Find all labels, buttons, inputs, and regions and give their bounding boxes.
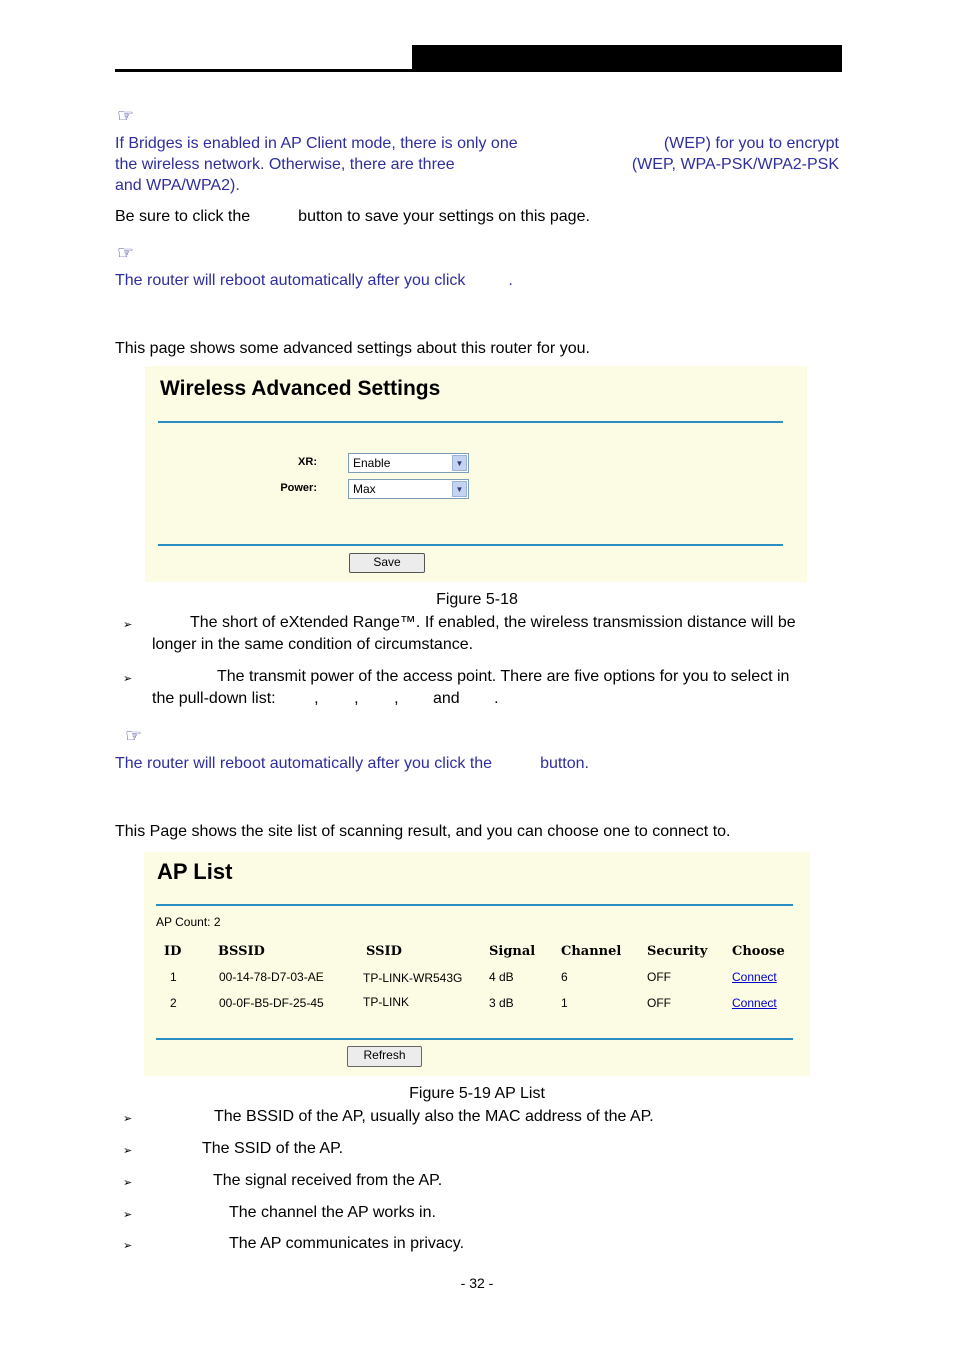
title-divider: [158, 421, 783, 423]
power-label: Power:: [280, 482, 317, 494]
power-select[interactable]: Max ▼: [348, 479, 469, 499]
col-header: Channel: [561, 944, 622, 959]
connect-link[interactable]: Connect: [732, 996, 777, 1010]
arrow-bullet-icon: ➢: [123, 619, 133, 631]
header-rule: [115, 69, 413, 72]
col-header: SSID: [366, 944, 402, 959]
arrow-bullet-icon: ➢: [123, 1209, 133, 1221]
connect-link[interactable]: Connect: [732, 970, 777, 984]
note-reboot-2: The router will reboot automatically after you click the button.: [115, 755, 589, 772]
page-number: - 32 -: [460, 1275, 494, 1291]
header-bar: [412, 45, 842, 72]
title-divider: [156, 904, 793, 906]
note-bridges: If Bridges is enabled in AP Client mode, there is only one (WEP) for you to encrypt the wireless network. Otherwise, there are three (WEP, WPA-PSK/WPA2-PSK and WPA/WPA2).: [115, 135, 839, 194]
panel-title: Wireless Advanced Settings: [160, 377, 441, 400]
col-header: BSSID: [218, 944, 265, 959]
bottom-divider: [156, 1038, 793, 1040]
col-header: Security: [647, 944, 708, 959]
figure-caption: Figure 5-19 AP List: [409, 1085, 545, 1102]
arrow-bullet-icon: ➢: [123, 1145, 133, 1157]
chevron-down-icon: ▼: [452, 455, 467, 471]
col-header: Choose: [732, 944, 785, 959]
pointing-hand-icon: ☞: [117, 243, 135, 264]
note-reboot: The router will reboot automatically after you click .: [115, 272, 513, 289]
aplist-intro: This Page shows the site list of scanning result, and you can choose one to connect to.: [115, 823, 731, 840]
col-header: ID: [164, 944, 182, 959]
refresh-button[interactable]: Refresh: [347, 1046, 422, 1067]
col-header: Signal: [489, 944, 536, 959]
ap-list-panel: AP List AP Count: 2 ID BSSID SSID Signal Channel Security Choose 1 00-14-78-D7-03-AE TP-LINK-WR543G 4 dB 6 OFF Connect 2 00-0F-B5-DF-25-45 TP-LINK 3 dB 1 OFF Connect Refresh: [144, 852, 810, 1076]
xr-select[interactable]: Enable ▼: [348, 453, 469, 473]
arrow-bullet-icon: ➢: [123, 1177, 133, 1189]
ap-count: AP Count: 2: [156, 915, 221, 929]
save-instruction: Be sure to click the button to save your settings on this page.: [115, 208, 590, 225]
save-button[interactable]: Save: [349, 553, 425, 573]
advanced-intro: This page shows some advanced settings about this router for you.: [115, 340, 590, 357]
wireless-advanced-panel: [145, 366, 807, 582]
pointing-hand-icon: ☞: [125, 726, 143, 747]
power-options-line: the pull-down list: , , , and .: [152, 690, 499, 707]
xr-label: XR:: [298, 456, 317, 468]
figure-caption: Figure 5-18: [436, 591, 518, 608]
arrow-bullet-icon: ➢: [123, 1240, 133, 1252]
panel-title: AP List: [157, 859, 233, 884]
arrow-bullet-icon: ➢: [123, 1113, 133, 1125]
arrow-bullet-icon: ➢: [123, 673, 133, 685]
bottom-divider: [158, 544, 783, 546]
chevron-down-icon: ▼: [452, 481, 467, 497]
pointing-hand-icon: ☞: [117, 106, 135, 127]
